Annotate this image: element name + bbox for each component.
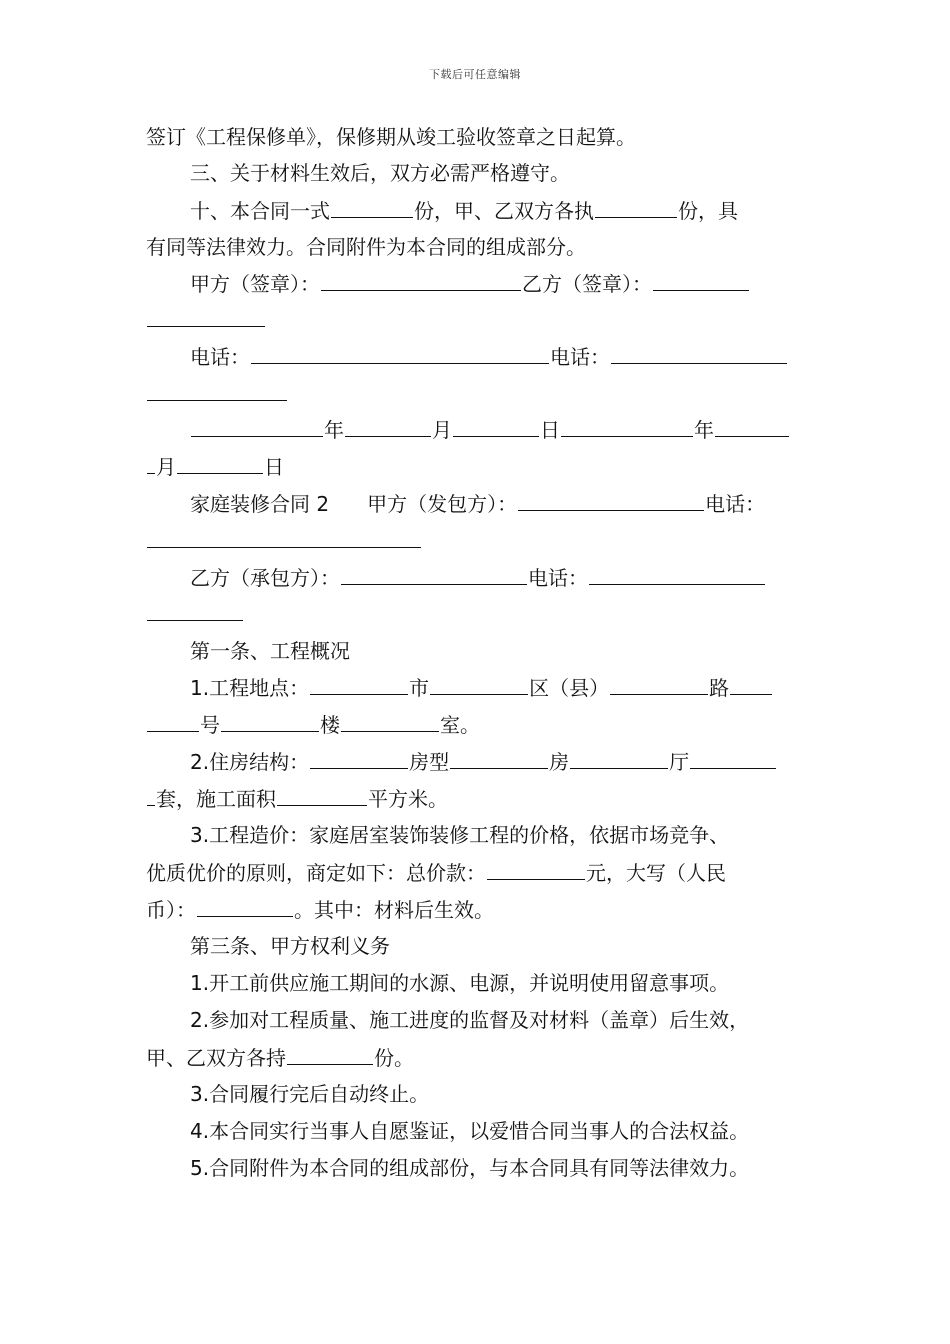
phone-cont-line (146, 380, 288, 407)
party-b-phone-blank-cont[interactable] (147, 380, 287, 401)
city-blank[interactable] (310, 674, 408, 695)
location-line: 1.工程地点： 市 区（县） 路 (190, 674, 773, 701)
day-b-blank[interactable] (177, 453, 263, 474)
article-one-title: 第一条、工程概况 (190, 639, 350, 663)
header-note: 下载后可任意编辑 (429, 68, 521, 81)
duty-five-line: 5.合同附件为本合同的组成部份，与本合同具有同等法律效力。 (190, 1156, 750, 1180)
duty-two-cont-line: 甲、乙双方各持 份。 (146, 1046, 414, 1070)
clause-ten-cont-line: 有同等法律效力。合同附件为本合同的组成部分。 (146, 235, 586, 259)
price-cont-line: 优质优价的原则，商定如下：总价款： 元，大写（人民 (146, 861, 726, 885)
halls-blank-cont[interactable] (147, 785, 155, 806)
contractor-phone-blank[interactable] (589, 564, 765, 585)
party-b-signature-blank-cont[interactable] (147, 306, 265, 327)
structure-cont-line: 套，施工面积 平方米。 (146, 785, 448, 812)
signature-cont-line (146, 306, 266, 333)
structure-blank[interactable] (310, 748, 408, 769)
district-blank[interactable] (430, 674, 528, 695)
duty-two-line: 2.参加对工程质量、施工进度的监督及对材料（盖章）后生效， (190, 1008, 750, 1032)
party-a-phone-blank[interactable] (251, 343, 549, 364)
copies-held-blank[interactable] (287, 1044, 373, 1065)
month-b-blank-cont[interactable] (147, 453, 155, 474)
copies-blank[interactable] (331, 197, 413, 218)
party-b-signature-blank[interactable] (653, 270, 749, 291)
article-three-title: 第三条、甲方权利义务 (190, 934, 390, 958)
location-cont-line: 号 楼 室。 (146, 711, 480, 738)
price-uppercase-blank[interactable] (197, 896, 293, 917)
structure-line: 2.住房结构： 房型 房 厅 (190, 748, 777, 775)
road-blank[interactable] (610, 674, 708, 695)
day-a-blank[interactable] (453, 416, 539, 437)
price-cont2-line: 币）： 。其中：材料后生效。 (146, 898, 494, 922)
total-price-blank[interactable] (487, 859, 585, 880)
party-b-phone-blank[interactable] (611, 343, 787, 364)
contractor-blank[interactable] (341, 564, 527, 585)
price-line: 3.工程造价：家庭居室装饰装修工程的价格，依据市场竞争、 (190, 823, 730, 847)
contractor-line: 乙方（承包方）： 电话： (190, 564, 766, 591)
clause-ten-line: 十、本合同一式 份，甲、乙双方各执 份，具 (190, 199, 738, 223)
building-blank[interactable] (221, 711, 319, 732)
date-line: 年 月 日 年 (190, 416, 790, 443)
number-blank-cont[interactable] (147, 711, 199, 732)
copies-each-blank[interactable] (595, 197, 677, 218)
contractor-phone-blank-cont[interactable] (147, 600, 243, 621)
employer-blank[interactable] (518, 490, 704, 511)
duty-four-line: 4.本合同实行当事人自愿鉴证，以爱惜合同当事人的合法权益。 (190, 1119, 750, 1143)
number-blank[interactable] (730, 674, 772, 695)
type-blank[interactable] (450, 748, 548, 769)
clause-three-line: 三、关于材料生效后，双方必需严格遵守。 (190, 161, 570, 185)
duty-one-line: 1.开工前供应施工期间的水源、电源，并说明使用留意事项。 (190, 971, 730, 995)
employer-phone-cont-line (146, 527, 422, 554)
area-blank[interactable] (277, 785, 367, 806)
year-a-blank[interactable] (191, 416, 323, 437)
contract-two-header-line: 家庭装修合同 2 甲方（发包方）： 电话： (190, 492, 766, 516)
contractor-phone-cont-line (146, 600, 244, 627)
month-a-blank[interactable] (345, 416, 431, 437)
clause-warranty-line: 签订《工程保修单》，保修期从竣工验收签章之日起算。 (146, 125, 636, 149)
phone-line: 电话： 电话： (190, 343, 788, 370)
room-blank[interactable] (341, 711, 439, 732)
signature-line: 甲方（签章）： 乙方（签章）： (190, 270, 750, 297)
month-b-blank[interactable] (715, 416, 789, 437)
rooms-blank[interactable] (570, 748, 668, 769)
date-cont-line: 月 日 (146, 453, 284, 480)
duty-three-line: 3.合同履行完后自动终止。 (190, 1082, 430, 1106)
year-b-blank[interactable] (561, 416, 693, 437)
party-a-signature-blank[interactable] (321, 270, 521, 291)
employer-phone-blank[interactable] (147, 527, 421, 548)
halls-blank[interactable] (690, 748, 776, 769)
